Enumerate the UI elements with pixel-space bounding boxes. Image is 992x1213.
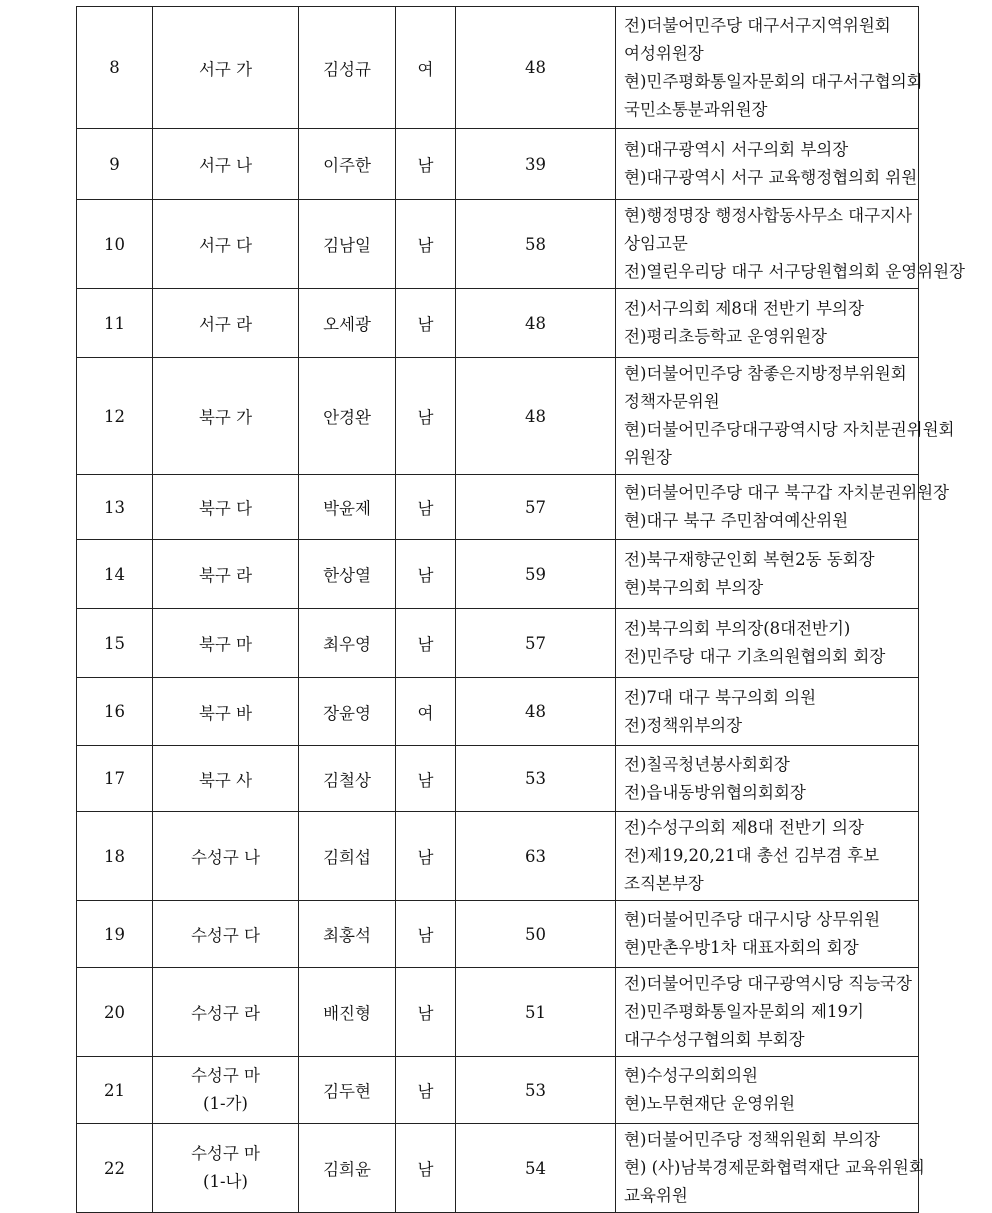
table-row [77,746,919,812]
candidate-name: 한상열 [299,540,396,609]
career-line: 전)평리초등학교 운영위원장 [624,327,827,346]
career-line: 전)민주평화통일자문회의 제19기 [624,1002,864,1021]
table-row [77,7,919,129]
age-cell: 63 [456,812,616,901]
row-number: 12 [77,358,153,475]
district-line: 수성구 마 [190,1066,260,1085]
row-number: 8 [77,7,153,129]
district-cell: 서구 다 [153,200,299,289]
district-line: 수성구 마 [190,1144,260,1163]
career-line: 현)대구광역시 서구의회 부의장 [624,140,849,159]
career-line: 현)더불어민주당대구광역시당 자치분권위원회 [624,420,955,439]
career-line: 현)수성구의회의원 [624,1066,758,1085]
career-line: 조직본부장 [624,874,704,893]
table-row [77,200,919,289]
career-line: 전)제19,20,21대 총선 김부겸 후보 [624,846,880,865]
career-line: 현)행정명장 행정사합동사무소 대구지사 [624,206,912,225]
career-line: 현)북구의회 부의장 [624,578,764,597]
career-line: 현)민주평화통일자문회의 대구서구협의회 [624,71,923,91]
age-cell: 57 [456,609,616,678]
career-line: 현)더불어민주당 정책위원회 부의장 [624,1130,881,1149]
career-cell [616,129,919,200]
gender-cell: 남 [396,968,456,1057]
district-cell: 수성구 나 [153,812,299,901]
age-cell: 53 [456,1057,616,1124]
district-cell: 북구 사 [153,746,299,812]
district-cell: 수성구 라 [153,968,299,1057]
row-number: 13 [77,475,153,540]
age-cell: 58 [456,200,616,289]
table-row [77,289,919,358]
table-row [77,901,919,968]
table-row [77,678,919,746]
career-line: 전)칠곡청년봉사회회장 [624,754,790,774]
table-row [77,968,919,1057]
career-line: 현)노무현재단 운영위원 [624,1094,796,1113]
career-line: 전)열린우리당 대구 서구당원협의회 운영위원장 [624,262,965,281]
gender-cell: 남 [396,1124,456,1213]
district-cell [153,1057,299,1124]
candidate-name: 김희섭 [299,812,396,901]
district-cell: 북구 바 [153,678,299,746]
gender-cell: 남 [396,200,456,289]
career-line: 전)읍내동방위협의회회장 [624,782,806,802]
candidate-name: 김성규 [299,7,396,129]
candidate-name: 안경완 [299,358,396,475]
gender-cell: 여 [396,678,456,746]
career-line: 교육위원 [624,1186,688,1205]
district-cell: 북구 라 [153,540,299,609]
candidate-name: 오세광 [299,289,396,358]
career-line: 현)더불어민주당 대구 북구갑 자치분권위원장 [624,483,950,502]
career-line: 정책자문위원 [624,392,720,411]
candidate-name: 박윤제 [299,475,396,540]
table-row [77,812,919,901]
career-cell [616,812,919,901]
age-cell: 39 [456,129,616,200]
career-cell [616,7,923,129]
career-cell [616,1057,919,1124]
district-cell: 북구 가 [153,358,299,475]
career-line: 전)민주당 대구 기초의원협의회 회장 [624,647,886,666]
career-cell [616,540,919,609]
career-line: 전)정책위부의장 [624,715,743,735]
career-line: 전)더불어민주당 대구서구지역위원회 [624,15,891,35]
career-cell [616,1124,925,1213]
career-line: 현) (사)남북경제문화협력재단 교육위원회 [624,1158,925,1177]
career-line: 현)대구광역시 서구 교육행정협의회 위원 [624,168,918,187]
age-cell: 50 [456,901,616,968]
career-line: 전)북구의회 부의장(8대전반기) [624,619,851,638]
candidate-name: 김남일 [299,200,396,289]
career-line: 여성위원장 [624,43,704,63]
table-row [77,1057,919,1124]
career-cell [616,968,919,1057]
age-cell: 54 [456,1124,616,1213]
district-cell: 서구 나 [153,129,299,200]
age-cell: 51 [456,968,616,1057]
row-number: 10 [77,200,153,289]
gender-cell: 남 [396,609,456,678]
gender-cell: 남 [396,289,456,358]
table-row [77,540,919,609]
row-number: 9 [77,129,153,200]
candidate-name: 장윤영 [299,678,396,746]
age-cell: 53 [456,746,616,812]
row-number: 11 [77,289,153,358]
career-line: 국민소통분과위원장 [624,99,768,119]
career-cell [616,678,919,746]
gender-cell: 남 [396,746,456,812]
candidate-name: 최홍석 [299,901,396,968]
gender-cell: 남 [396,358,456,475]
row-number: 20 [77,968,153,1057]
district-subline: (1-나) [203,1172,248,1191]
row-number: 22 [77,1124,153,1213]
career-cell [616,475,950,540]
candidate-name: 배진형 [299,968,396,1057]
table-row [77,1124,919,1213]
candidate-name: 김철상 [299,746,396,812]
gender-cell: 남 [396,812,456,901]
career-line: 전)수성구의회 제8대 전반기 의장 [624,818,864,837]
gender-cell: 남 [396,129,456,200]
age-cell: 57 [456,475,616,540]
gender-cell: 여 [396,7,456,129]
candidate-name: 김두현 [299,1057,396,1124]
table-row [77,129,919,200]
gender-cell: 남 [396,901,456,968]
candidate-name: 김희윤 [299,1124,396,1213]
gender-cell: 남 [396,1057,456,1124]
district-cell: 서구 라 [153,289,299,358]
age-cell: 48 [456,289,616,358]
career-cell [616,901,919,968]
career-line: 상임고문 [624,234,688,253]
career-cell [616,746,919,812]
career-line: 전)7대 대구 북구의회 의원 [624,687,817,707]
gender-cell: 남 [396,540,456,609]
candidate-name: 이주한 [299,129,396,200]
career-line: 현)만촌우방1차 대표자회의 회장 [624,938,859,957]
career-line: 위원장 [624,448,672,467]
career-cell [616,289,919,358]
row-number: 18 [77,812,153,901]
career-line: 현)대구 북구 주민참여예산위원 [624,511,849,530]
table-row [77,609,919,678]
career-line: 현)더불어민주당 참좋은지방정부위원회 [624,364,907,383]
row-number: 17 [77,746,153,812]
row-number: 16 [77,678,153,746]
career-line: 대구수성구협의회 부회장 [624,1030,805,1049]
age-cell: 48 [456,678,616,746]
career-line: 전)북구재향군인회 복현2동 동회장 [624,550,875,569]
district-cell: 수성구 다 [153,901,299,968]
row-number: 14 [77,540,153,609]
district-subline: (1-가) [203,1094,248,1113]
candidate-table [76,6,965,1213]
district-cell [153,1124,299,1213]
table-row [77,358,919,475]
age-cell: 48 [456,358,616,475]
age-cell: 59 [456,540,616,609]
career-line: 현)더불어민주당 대구시당 상무위원 [624,910,881,929]
gender-cell: 남 [396,475,456,540]
row-number: 19 [77,901,153,968]
district-cell: 북구 다 [153,475,299,540]
career-cell [616,609,919,678]
table-row [77,475,919,540]
age-cell: 48 [456,7,616,129]
career-cell [616,200,965,289]
career-cell [616,358,955,475]
candidate-name: 최우영 [299,609,396,678]
career-line: 전)더불어민주당 대구광역시당 직능국장 [624,974,912,993]
district-cell: 서구 가 [153,7,299,129]
row-number: 15 [77,609,153,678]
district-cell: 북구 마 [153,609,299,678]
row-number: 21 [77,1057,153,1124]
career-line: 전)서구의회 제8대 전반기 부의장 [624,299,864,318]
